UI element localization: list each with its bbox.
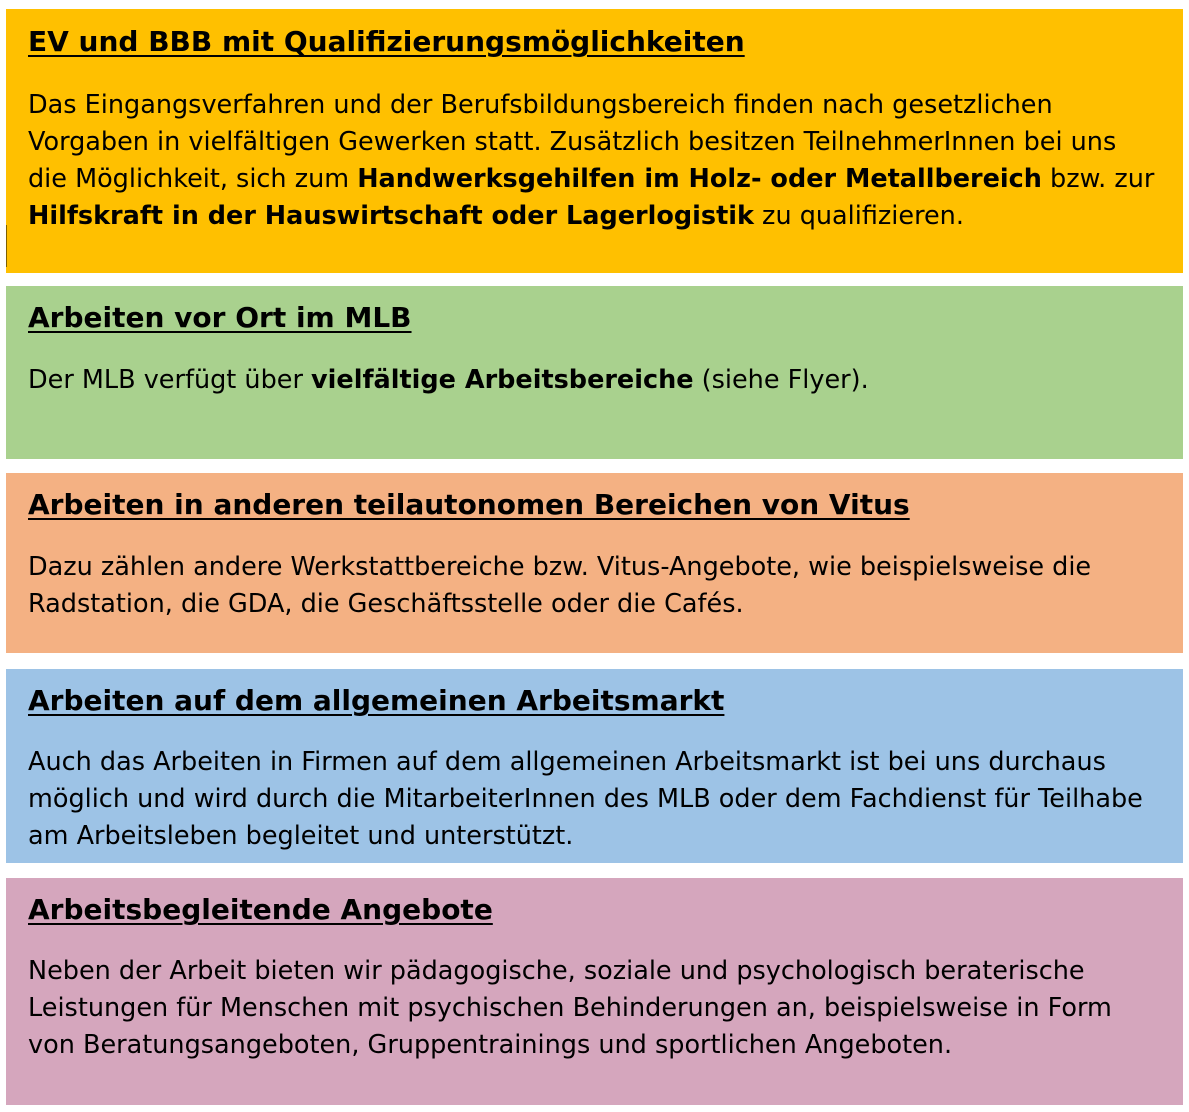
bold-segment: Hilfskraft in der Hauswirtschaft oder Lagerlogistik	[28, 201, 754, 231]
bold-segment: Handwerksgehilfen im Holz- oder Metallbereich	[357, 164, 1042, 194]
text-segment: (siehe Flyer).	[693, 365, 869, 395]
section-other-areas	[6, 473, 1183, 653]
section-heading: Arbeiten vor Ort im MLB	[28, 301, 412, 334]
section-text	[28, 362, 1161, 399]
section-support-offers	[6, 878, 1183, 1105]
section-text: Dazu zählen andere Werkstattbereiche bzw. Vitus-Angebote, wie beispielsweise die Radstation, die GDA, die Geschäftsstelle oder die Cafés.	[28, 552, 1092, 619]
bold-segment: vielfältige Arbeitsbereiche	[311, 365, 694, 395]
section-text	[28, 87, 1161, 235]
edge-divider	[6, 225, 7, 267]
text-segment: bzw. zur	[1041, 164, 1155, 194]
text-segment: Das Eingangsverfahren und der Berufsbildungsbereich finden nach gesetzlichen Vorgaben in vielfältigen Gewerken statt. Zusätzlich besitzen TeilnehmerInnen bei uns die Möglichkeit, sich zum	[28, 90, 1117, 194]
section-text: Auch das Arbeiten in Firmen auf dem allgemeinen Arbeitsmarkt ist bei uns durchaus möglich und wird durch die MitarbeiterInnen des MLB oder dem Fachdienst für Teilhabe am Arbeitsleben begleitet und unterstützt.	[28, 747, 1143, 851]
text-segment: Der MLB verfügt über	[28, 365, 312, 395]
section-labor-market	[6, 669, 1183, 863]
section-heading: Arbeitsbegleitende Angebote	[28, 893, 493, 926]
section-heading: EV und BBB mit Qualifizierungsmöglichkeiten	[28, 25, 745, 58]
section-qualification	[6, 9, 1183, 273]
section-heading: Arbeiten in anderen teilautonomen Bereichen von Vitus	[28, 488, 910, 521]
section-onsite-work	[6, 286, 1183, 459]
section-heading: Arbeiten auf dem allgemeinen Arbeitsmarkt	[28, 684, 725, 717]
section-text: Neben der Arbeit bieten wir pädagogische, soziale und psychologisch beraterische Leistungen für Menschen mit psychischen Behinderungen an, beispielsweise in Form von Beratungsangeboten, Gruppentrainings und sportlichen Angeboten.	[28, 956, 1112, 1060]
text-segment: zu qualifizieren.	[753, 201, 964, 231]
